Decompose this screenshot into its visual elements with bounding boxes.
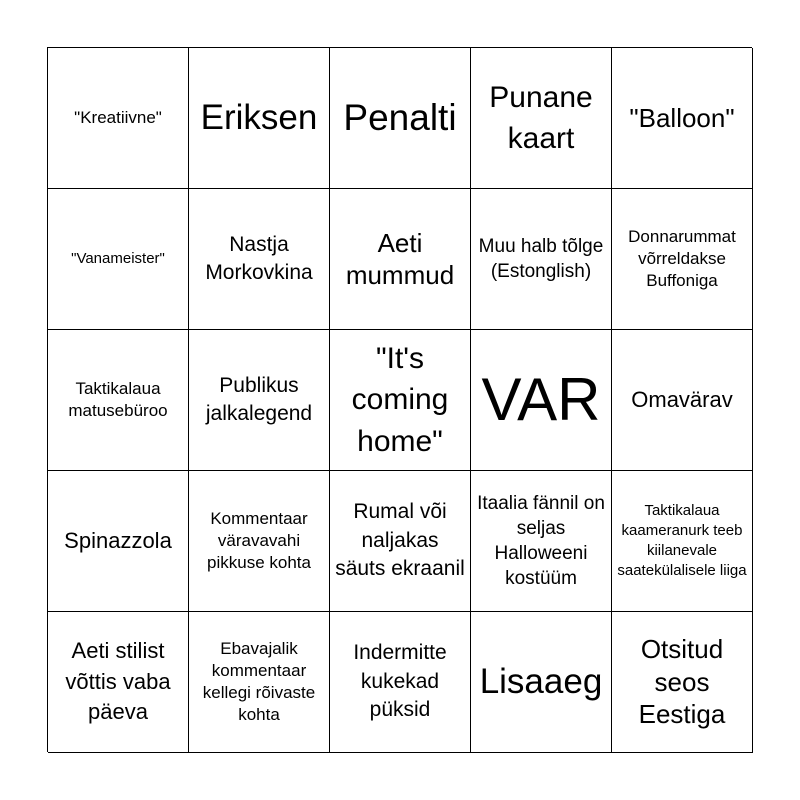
bingo-cell[interactable] [471,471,612,612]
cell-text: Taktikalaua matusebüroo [68,378,168,420]
bingo-cell[interactable] [330,48,471,189]
cell-text: Indermitte kukekad püksid [353,641,447,722]
bingo-cell[interactable] [471,189,612,330]
bingo-cell[interactable] [471,330,612,471]
bingo-cell[interactable] [330,330,471,471]
bingo-cell[interactable] [189,48,330,189]
bingo-board [47,47,752,752]
bingo-cell[interactable] [612,471,753,612]
cell-text: Kommentaar väravavahi pikkuse kohta [207,508,311,573]
bingo-cell[interactable] [189,471,330,612]
cell-text: "Balloon" [629,102,735,133]
cell-text: Omavärav [631,386,733,412]
bingo-cell[interactable] [189,189,330,330]
cell-text: Aeti mummud [345,227,455,290]
cell-text: Taktikalaua kaameranurk teeb kiilanevale saatekülalisele liiga [617,501,747,580]
bingo-cell[interactable] [330,471,471,612]
cell-text: Muu halb tõlge (Estonglish) [478,235,604,282]
bingo-cell[interactable] [48,330,189,471]
cell-text: "It's coming home" [351,341,449,458]
cell-text: Aeti stilist võttis vaba päeva [65,638,171,725]
bingo-cell[interactable] [330,189,471,330]
cell-text: Punane kaart [489,80,593,155]
bingo-cell[interactable] [330,612,471,753]
cell-text: Penalti [343,96,457,138]
bingo-cell[interactable] [48,471,189,612]
cell-text: Rumal või naljakas säuts ekraanil [335,500,465,581]
cell-text: Publikus jalkalegend [205,373,313,425]
cell-text: "Kreatiivne" [74,107,162,127]
cell-text: Nastja Morkovkina [205,232,313,284]
bingo-cell[interactable] [612,48,753,189]
bingo-cell[interactable] [189,612,330,753]
bingo-cell[interactable] [48,189,189,330]
bingo-cell[interactable] [612,189,753,330]
cell-text: VAR [481,366,601,433]
cell-text: Ebavajalik kommentaar kellegi rõivaste kohta [202,638,316,725]
bingo-cell[interactable] [471,48,612,189]
bingo-cell[interactable] [471,612,612,753]
cell-text: Itaalia fännil on seljas Halloweeni kostüüm [477,492,605,590]
cell-text: Donnarummat võrreldakse Buffoniga [628,226,736,291]
bingo-cell[interactable] [189,330,330,471]
cell-text: Otsitud seos Eestiga [638,634,726,730]
bingo-cell[interactable] [48,48,189,189]
bingo-cell[interactable] [48,612,189,753]
cell-text: "Vanameister" [71,249,165,267]
bingo-cell[interactable] [612,330,753,471]
cell-text: Eriksen [200,98,318,137]
cell-text: Spinazzola [64,527,172,553]
bingo-cell[interactable] [612,612,753,753]
cell-text: Lisaaeg [479,662,603,701]
